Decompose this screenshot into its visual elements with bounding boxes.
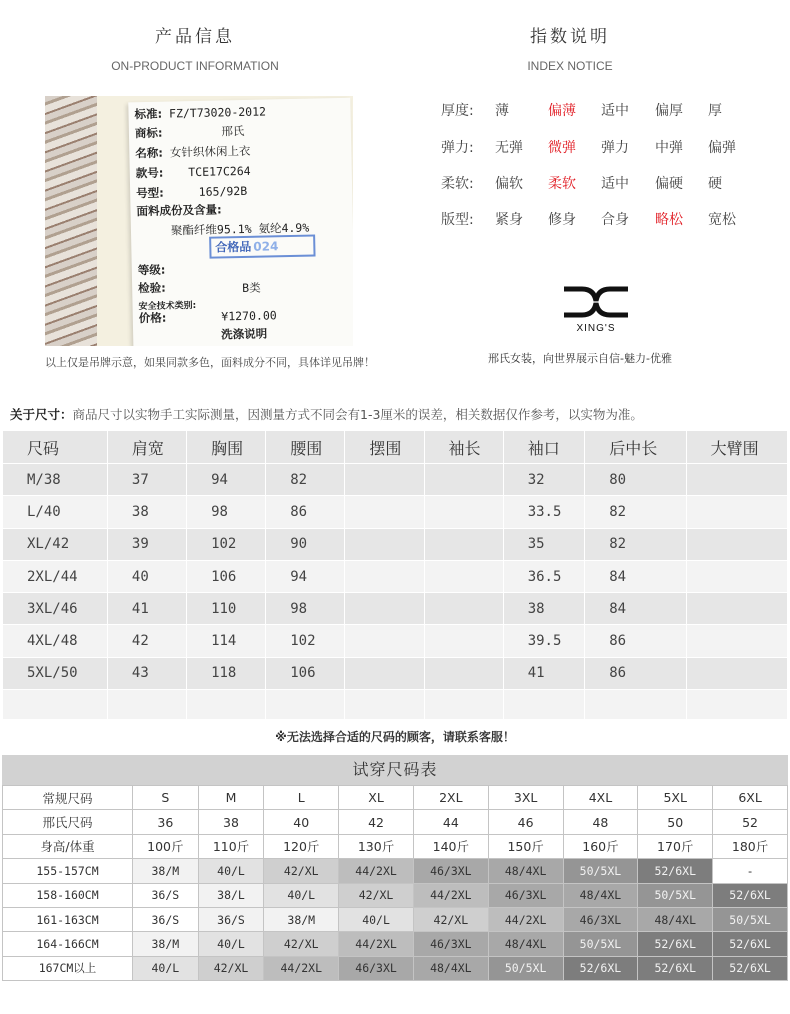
try-row	[3, 859, 788, 883]
recommended-size-cell: 38/L	[198, 883, 264, 907]
recommended-size-cell: 38/M	[264, 907, 339, 931]
try-row	[3, 907, 788, 931]
try-header-cell: 46	[488, 810, 563, 834]
size-value-cell: 94	[266, 560, 345, 592]
xings-logo-icon	[560, 285, 632, 333]
size-row	[3, 464, 788, 496]
recommended-size-cell: 46/3XL	[413, 859, 488, 883]
size-value-cell: 86	[266, 496, 345, 528]
recommended-size-cell: -	[713, 859, 788, 883]
size-value-cell: 38	[107, 496, 186, 528]
contact-service-note: ※无法选择合适的尺码的顾客，请联系客服！	[275, 730, 515, 744]
size-value-cell	[424, 560, 503, 592]
size-value-cell	[345, 560, 424, 592]
recommended-size-cell: 44/2XL	[488, 907, 563, 931]
recommended-size-cell: 52/6XL	[638, 956, 713, 980]
recommended-size-cell: 52/6XL	[563, 956, 638, 980]
try-row	[3, 883, 788, 907]
tag-price-value: ¥1270.00	[221, 308, 277, 324]
index-option: 无弹	[495, 140, 523, 156]
recommended-size-cell: 40/L	[198, 859, 264, 883]
size-row	[3, 528, 788, 560]
size-value-cell: 36.5	[503, 560, 585, 592]
try-header-cell: 130斤	[339, 834, 414, 858]
size-value-cell	[424, 593, 503, 625]
recommended-size-cell: 52/6XL	[638, 932, 713, 956]
recommended-size-cell: 48/4XL	[638, 907, 713, 931]
empty-cell	[585, 690, 686, 720]
recommended-size-cell: 52/6XL	[713, 932, 788, 956]
empty-cell	[3, 690, 108, 720]
size-column-header: 袖长	[424, 431, 503, 464]
try-header-cell: 42	[339, 810, 414, 834]
tag-style-value: TCE17C264	[188, 163, 251, 180]
recommended-size-cell: 38/M	[133, 859, 199, 883]
tag-grade-label: 等级:	[137, 262, 166, 278]
size-column-header: 大臂围	[686, 431, 787, 464]
size-column-header: 袖口	[503, 431, 585, 464]
index-option: 适中	[601, 103, 629, 119]
try-header-cell: 38	[198, 810, 264, 834]
try-header-cell: 44	[413, 810, 488, 834]
empty-cell	[266, 690, 345, 720]
size-column-header: 腰围	[266, 431, 345, 464]
size-value-cell	[686, 496, 787, 528]
size-value-cell: 35	[503, 528, 585, 560]
size-disclaimer-label: 关于尺寸：	[10, 407, 73, 422]
size-table	[2, 430, 788, 720]
size-value-cell	[424, 625, 503, 657]
tag-size-label: 号型:	[136, 185, 164, 201]
product-info-heading	[60, 22, 330, 73]
index-row-label: 版型:	[441, 212, 474, 228]
recommended-size-cell: 44/2XL	[413, 883, 488, 907]
size-value-cell: 86	[585, 657, 686, 689]
size-value-cell: 82	[585, 528, 686, 560]
try-on-table-title: 试穿尺码表	[2, 755, 788, 785]
size-label-cell: 5XL/50	[3, 657, 108, 689]
index-option: 适中	[601, 176, 629, 192]
hang-tag-photo	[45, 96, 353, 346]
size-value-cell	[686, 560, 787, 592]
index-option: 薄	[495, 103, 509, 119]
fabric-edge	[45, 96, 97, 346]
recommended-size-cell: 52/6XL	[638, 859, 713, 883]
product-info-subtitle: ON-PRODUCT INFORMATION	[111, 59, 279, 73]
recommended-size-cell: 48/4XL	[488, 859, 563, 883]
product-info-title: 产品信息	[155, 27, 235, 47]
size-column-header: 摆围	[345, 431, 424, 464]
size-value-cell: 114	[187, 625, 266, 657]
try-header-cell: 150斤	[488, 834, 563, 858]
recommended-size-cell: 50/5XL	[713, 907, 788, 931]
size-value-cell: 102	[187, 528, 266, 560]
tag-standard-label: 标准:	[134, 106, 163, 122]
tag-name-value: 女针织休闲上衣	[169, 143, 251, 160]
size-column-header: 尺码	[3, 431, 108, 464]
size-row	[3, 593, 788, 625]
try-header-cell: XL	[339, 786, 414, 810]
tag-fabric-label: 面料成份及含量:	[136, 202, 222, 219]
stamp-number: 024	[253, 239, 279, 254]
recommended-size-cell: 46/3XL	[563, 907, 638, 931]
empty-cell	[187, 690, 266, 720]
index-row-label: 弹力:	[441, 140, 474, 156]
index-option: 厚	[708, 103, 722, 119]
recommended-size-cell: 36/S	[133, 907, 199, 931]
size-table-header	[3, 431, 788, 464]
recommended-size-cell: 42/XL	[264, 859, 339, 883]
index-option: 中弹	[655, 140, 683, 156]
size-value-cell	[424, 464, 503, 496]
size-value-cell	[345, 464, 424, 496]
try-header-label: 邢氏尺码	[3, 810, 133, 834]
height-range-cell: 167CM以上	[3, 956, 133, 980]
size-value-cell	[686, 657, 787, 689]
tag-size-value: 165/92B	[198, 183, 248, 199]
size-value-cell: 82	[266, 464, 345, 496]
size-value-cell	[686, 625, 787, 657]
try-row	[3, 956, 788, 980]
recommended-size-cell: 40/L	[133, 956, 199, 980]
index-option: 偏硬	[655, 176, 683, 192]
recommended-size-cell: 36/S	[198, 907, 264, 931]
size-value-cell	[424, 657, 503, 689]
index-option: 偏软	[495, 176, 523, 192]
size-row-empty	[3, 690, 788, 720]
tag-style-label: 款号:	[135, 165, 164, 181]
size-value-cell	[686, 464, 787, 496]
recommended-size-cell: 48/4XL	[488, 932, 563, 956]
size-column-header: 肩宽	[107, 431, 186, 464]
size-value-cell	[424, 528, 503, 560]
size-value-cell: 84	[585, 560, 686, 592]
size-label-cell: M/38	[3, 464, 108, 496]
recommended-size-cell: 50/5XL	[563, 932, 638, 956]
size-value-cell: 33.5	[503, 496, 585, 528]
recommended-size-cell: 36/S	[133, 883, 199, 907]
try-header-row	[3, 834, 788, 858]
index-option: 硬	[708, 176, 722, 192]
try-header-label: 身高/体重	[3, 834, 133, 858]
size-column-header: 胸围	[187, 431, 266, 464]
size-value-cell: 37	[107, 464, 186, 496]
size-label-cell: 3XL/46	[3, 593, 108, 625]
empty-cell	[345, 690, 424, 720]
try-row	[3, 932, 788, 956]
size-value-cell: 110	[187, 593, 266, 625]
index-option: 合身	[601, 212, 629, 228]
recommended-size-cell: 44/2XL	[264, 956, 339, 980]
size-value-cell: 94	[187, 464, 266, 496]
tag-safety-value: B类	[242, 280, 261, 296]
tag-name-label: 名称:	[135, 145, 164, 161]
size-value-cell: 118	[187, 657, 266, 689]
try-header-cell: 170斤	[638, 834, 713, 858]
size-label-cell: 2XL/44	[3, 560, 108, 592]
index-option: 偏弹	[708, 140, 736, 156]
recommended-size-cell: 42/XL	[413, 907, 488, 931]
size-value-cell	[345, 625, 424, 657]
recommended-size-cell: 40/L	[264, 883, 339, 907]
tag-safety-label: 安全技术类别:	[138, 300, 197, 313]
try-header-cell: M	[198, 786, 264, 810]
size-value-cell: 41	[503, 657, 585, 689]
try-header-label: 常规尺码	[3, 786, 133, 810]
index-option: 紧身	[495, 212, 523, 228]
size-value-cell: 39	[107, 528, 186, 560]
empty-cell	[503, 690, 585, 720]
size-value-cell: 38	[503, 593, 585, 625]
size-value-cell	[345, 593, 424, 625]
tag-brand-value: 邢氏	[221, 123, 245, 139]
size-value-cell	[686, 593, 787, 625]
recommended-size-cell: 46/3XL	[488, 883, 563, 907]
index-option: 柔软	[548, 176, 576, 192]
recommended-size-cell: 44/2XL	[339, 932, 414, 956]
tag-standard-value: FZ/T73020-2012	[168, 104, 267, 121]
size-row	[3, 657, 788, 689]
try-header-cell: 120斤	[264, 834, 339, 858]
try-header-cell: 6XL	[713, 786, 788, 810]
recommended-size-cell: 50/5XL	[488, 956, 563, 980]
recommended-size-cell: 38/M	[133, 932, 199, 956]
recommended-size-cell: 48/4XL	[563, 883, 638, 907]
size-column-header: 后中长	[585, 431, 686, 464]
index-option: 偏薄	[548, 103, 576, 119]
index-notice-title: 指数说明	[530, 27, 610, 47]
size-value-cell: 90	[266, 528, 345, 560]
size-value-cell: 43	[107, 657, 186, 689]
size-label-cell: XL/42	[3, 528, 108, 560]
try-header-cell: 2XL	[413, 786, 488, 810]
empty-cell	[686, 690, 787, 720]
size-label-cell: L/40	[3, 496, 108, 528]
index-notice-heading	[450, 22, 690, 73]
size-value-cell	[345, 528, 424, 560]
size-row	[3, 625, 788, 657]
size-value-cell: 39.5	[503, 625, 585, 657]
logo-text: XING'S	[576, 323, 616, 333]
size-value-cell: 84	[585, 593, 686, 625]
recommended-size-cell: 44/2XL	[339, 859, 414, 883]
try-header-cell: 40	[264, 810, 339, 834]
try-header-cell: 4XL	[563, 786, 638, 810]
brand-slogan: 邢氏女装，向世界展示自信-魅力-优雅	[488, 352, 672, 365]
size-value-cell: 98	[266, 593, 345, 625]
height-range-cell: 161-163CM	[3, 907, 133, 931]
tag-disclaimer: 以上仅是吊牌示意，如果同款多色，面料成分不同，具体详见吊牌！	[45, 356, 375, 369]
hang-tag	[128, 98, 353, 346]
try-header-row	[3, 810, 788, 834]
recommended-size-cell: 46/3XL	[339, 956, 414, 980]
size-value-cell	[686, 528, 787, 560]
index-row-label: 厚度:	[441, 103, 474, 119]
index-notice-subtitle: INDEX NOTICE	[527, 59, 613, 73]
try-on-table	[2, 785, 788, 981]
try-header-cell: 48	[563, 810, 638, 834]
size-value-cell: 42	[107, 625, 186, 657]
size-value-cell: 102	[266, 625, 345, 657]
index-option: 微弹	[548, 140, 576, 156]
recommended-size-cell: 46/3XL	[413, 932, 488, 956]
recommended-size-cell: 48/4XL	[413, 956, 488, 980]
size-value-cell	[345, 657, 424, 689]
try-header-cell: 180斤	[713, 834, 788, 858]
size-disclaimer-text: 商品尺寸以实物手工实际测量，因测量方式不同会有1-3厘米的误差，相关数据仅作参考，以实物为准。	[72, 407, 643, 422]
size-value-cell	[424, 496, 503, 528]
index-option: 略松	[655, 212, 683, 228]
index-option: 修身	[548, 212, 576, 228]
recommended-size-cell: 40/L	[339, 907, 414, 931]
size-value-cell: 106	[187, 560, 266, 592]
try-header-row	[3, 786, 788, 810]
try-header-cell: 140斤	[413, 834, 488, 858]
size-value-cell	[345, 496, 424, 528]
try-header-cell: S	[133, 786, 199, 810]
size-value-cell: 82	[585, 496, 686, 528]
try-header-cell: 160斤	[563, 834, 638, 858]
height-range-cell: 164-166CM	[3, 932, 133, 956]
size-value-cell: 98	[187, 496, 266, 528]
size-disclaimer	[10, 405, 643, 423]
index-option: 宽松	[708, 212, 736, 228]
tag-inspection-label: 检验:	[138, 280, 166, 296]
size-label-cell: 4XL/48	[3, 625, 108, 657]
try-header-cell: 100斤	[133, 834, 199, 858]
try-header-cell: 52	[713, 810, 788, 834]
size-row	[3, 496, 788, 528]
empty-cell	[107, 690, 186, 720]
try-header-cell: 5XL	[638, 786, 713, 810]
stamp-text: 合格品	[215, 239, 252, 255]
recommended-size-cell: 50/5XL	[638, 883, 713, 907]
recommended-size-cell: 52/6XL	[713, 883, 788, 907]
size-value-cell: 86	[585, 625, 686, 657]
index-option: 偏厚	[655, 103, 683, 119]
recommended-size-cell: 42/XL	[198, 956, 264, 980]
tag-fabric-value: 聚酯纤维95.1% 氨纶4.9%	[170, 220, 310, 238]
height-range-cell: 158-160CM	[3, 883, 133, 907]
empty-cell	[424, 690, 503, 720]
size-value-cell: 80	[585, 464, 686, 496]
size-value-cell: 32	[503, 464, 585, 496]
size-value-cell: 106	[266, 657, 345, 689]
tag-brand-label: 商标:	[134, 125, 163, 141]
tag-wash-label: 洗涤说明	[221, 326, 268, 342]
tag-price-label: 价格:	[138, 310, 167, 326]
try-header-cell: 50	[638, 810, 713, 834]
index-option: 弹力	[601, 140, 629, 156]
try-header-cell: 36	[133, 810, 199, 834]
recommended-size-cell: 42/XL	[339, 883, 414, 907]
try-header-cell: 3XL	[488, 786, 563, 810]
size-row	[3, 560, 788, 592]
recommended-size-cell: 50/5XL	[563, 859, 638, 883]
qualified-stamp	[209, 234, 315, 258]
size-value-cell: 41	[107, 593, 186, 625]
try-header-cell: L	[264, 786, 339, 810]
index-row-label: 柔软:	[441, 176, 474, 192]
height-range-cell: 155-157CM	[3, 859, 133, 883]
try-header-cell: 110斤	[198, 834, 264, 858]
size-value-cell: 40	[107, 560, 186, 592]
recommended-size-cell: 40/L	[198, 932, 264, 956]
recommended-size-cell: 52/6XL	[713, 956, 788, 980]
recommended-size-cell: 42/XL	[264, 932, 339, 956]
